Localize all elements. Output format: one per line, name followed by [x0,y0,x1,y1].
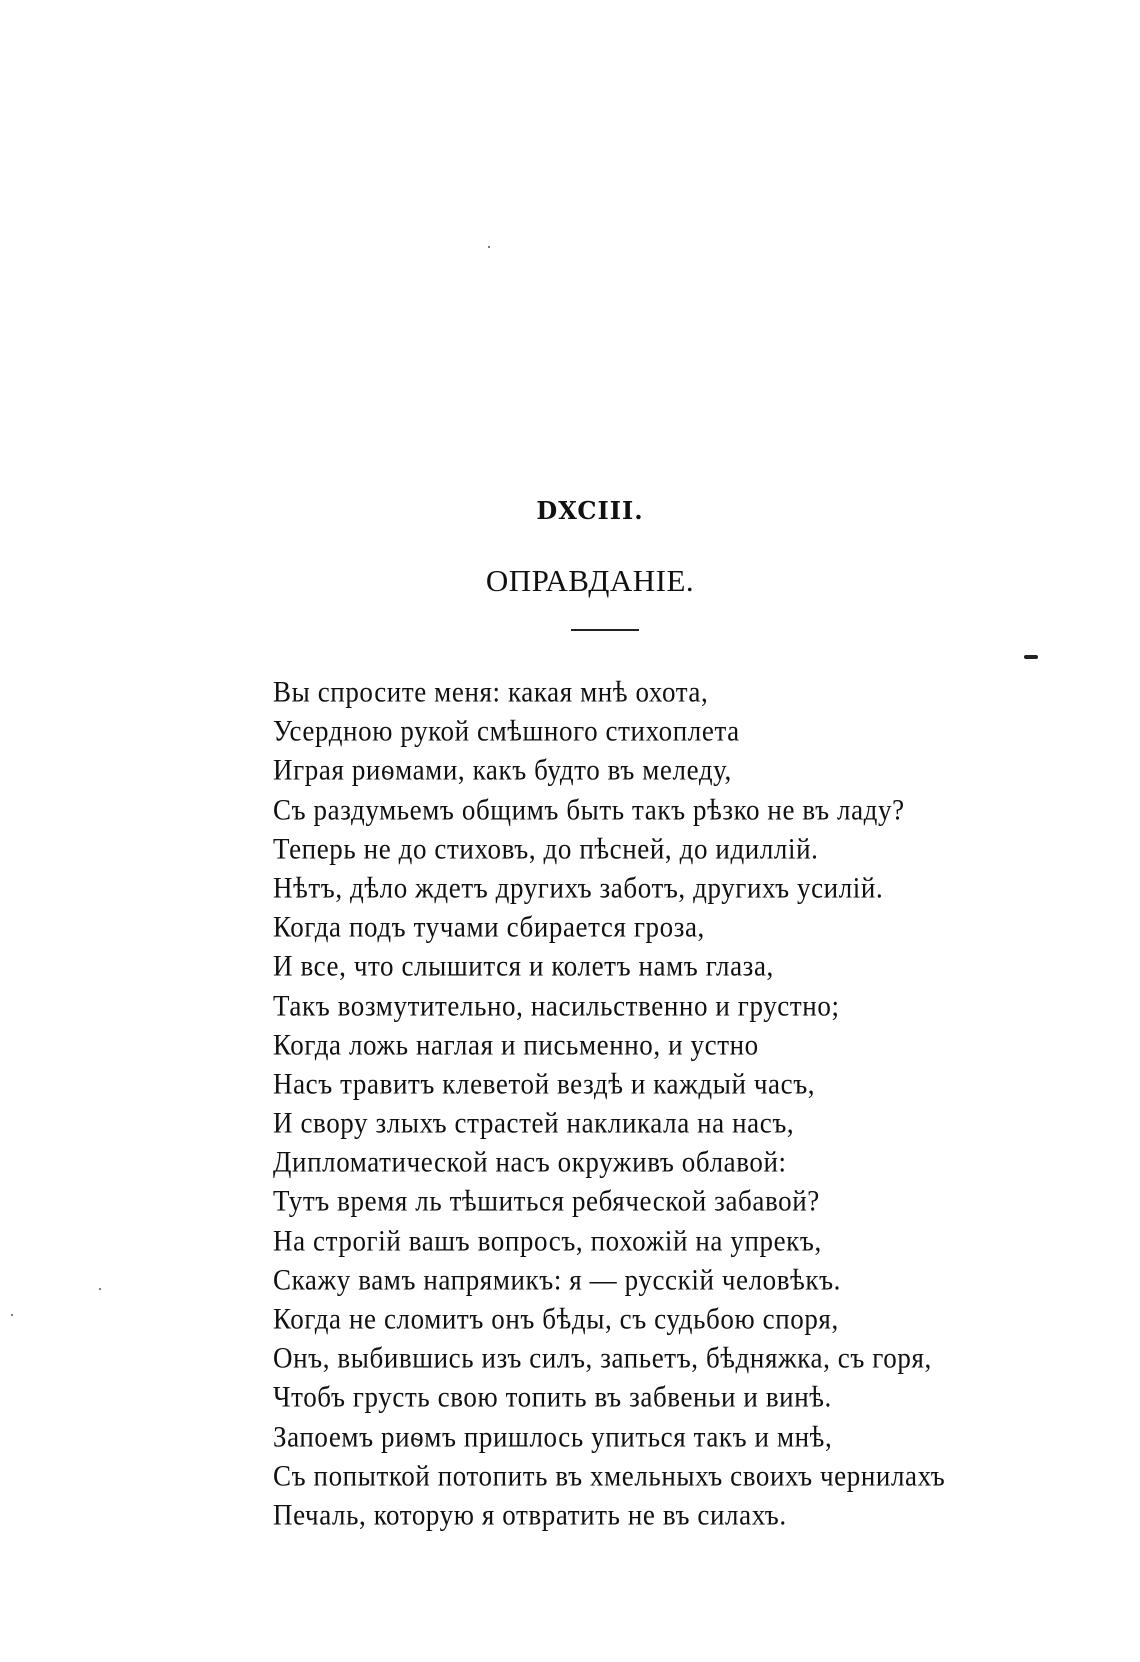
verse-line: Теперь не до стиховъ, до пѣсней, до идиллій. [273,832,819,865]
verse-line: Вы спросите меня: какая мнѣ охота, [273,675,709,709]
stray-ink-mark [1024,655,1038,659]
verse-line: Тутъ время ль тѣшиться ребяческой забавой? [273,1185,820,1218]
ink-speck [11,1314,13,1316]
title-rule [571,629,639,631]
verse-line: Когда не сломитъ онъ бѣды, съ судьбою споря, [273,1302,839,1336]
section-number: DXCIII. [536,496,644,525]
poem-title: ОПРАВДАНІЕ. [485,563,695,598]
verse-line: Дипломатической насъ окруживъ облавой: [273,1146,787,1179]
verse-line: И все, что слышится и колетъ намъ глаза, [273,950,774,983]
verse-line: Запоемъ риѳмъ пришлось упиться такъ и мнѣ, [273,1420,833,1453]
verse-line: Съ попыткой потопить въ хмельныхъ своихъ чернилахъ [273,1459,946,1492]
verse-line: Онъ, выбившись изъ силъ, запьетъ, бѣдняжка, съ горя, [273,1341,932,1375]
verse-line: Съ раздумьемъ общимъ быть такъ рѣзко не въ ладу? [273,793,905,826]
verse-line: Скажу вамъ напрямикъ: я — русскій человѣкъ. [273,1263,842,1296]
verse-line: Усердною рукой смѣшного стихоплета [273,714,740,748]
verse-line: Насъ травитъ клеветой вездѣ и каждый часъ, [273,1067,816,1101]
verse-line: Такъ возмутительно, насильственно и грустно; [273,989,840,1022]
verse-line: Нѣтъ, дѣло ждетъ другихъ заботъ, другихъ усилій. [273,871,884,905]
verse-line: Чтобъ грусть свою топить въ забвеньи и винѣ. [273,1381,832,1414]
verse-line: Печаль, которую я отвратить не въ силахъ. [273,1498,787,1532]
ink-speck [99,1288,101,1290]
verse-line: И свору злыхъ страстей накликала на насъ, [273,1106,795,1140]
verse-line: Когда ложь наглая и письменно, и устно [273,1028,759,1061]
verse-line: Играя риѳмами, какъ будто въ меледу, [273,754,732,787]
verse-line: На строгій вашъ вопросъ, похожій на упрекъ, [273,1224,822,1257]
verse-line: Когда подъ тучами сбирается гроза, [273,910,705,944]
ink-speck [488,246,490,248]
poem-body [273,673,945,1535]
